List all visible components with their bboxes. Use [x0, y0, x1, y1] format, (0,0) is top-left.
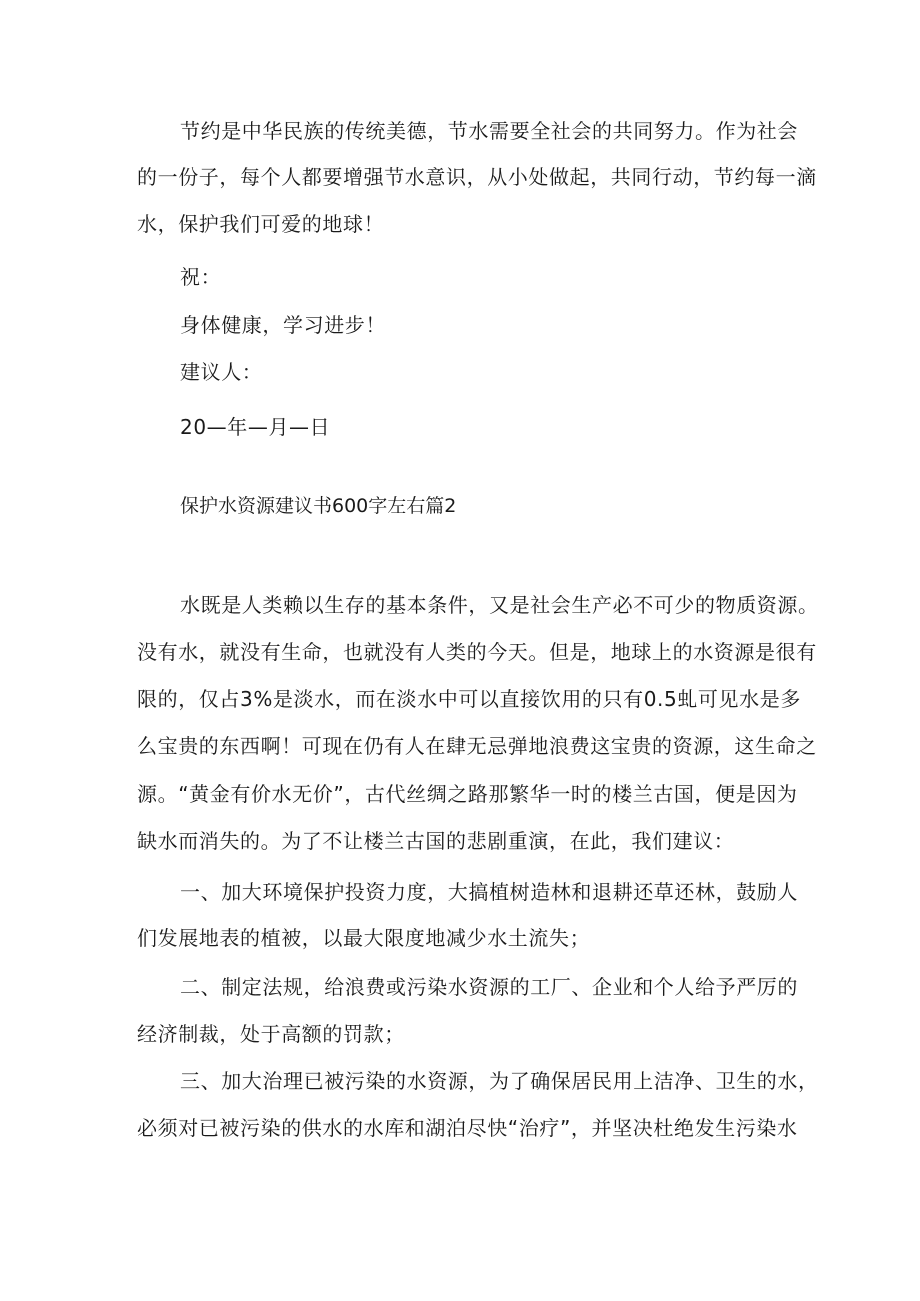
- suggestion-line: 必须对已被污染的供水的水库和湖泊尽快“治疗”，并坚决杜绝发生污染水: [137, 1116, 798, 1140]
- paragraph-line: 水，保护我们可爱的地球！: [137, 212, 385, 236]
- paragraph-line: 的一份子，每个人都要增强节水意识，从小处做起，共同行动，节约每一滴: [137, 165, 817, 189]
- closing-salutation: 祝：: [180, 265, 222, 289]
- suggestion-line: 二、制定法规，给浪费或污染水资源的工厂、企业和个人给予严厉的: [180, 975, 798, 999]
- suggestion-line: 三、加大治理已被污染的水资源，为了确保居民用上洁净、卫生的水，: [180, 1069, 819, 1093]
- suggestion-line: 们发展地表的植被，以最大限度地减少水土流失；: [137, 926, 591, 950]
- closing-wish: 身体健康，学习进步！: [180, 313, 386, 337]
- paragraph-line: 限的，仅占3%是淡水，而在淡水中可以直接饮用的只有0.5虬可见水是多: [137, 687, 801, 711]
- paragraph-line: 么宝贵的东西啊！可现在仍有人在肆无忌弹地浪费这宝贵的资源，这生命之: [137, 734, 817, 758]
- suggestion-line: 一、加大环境保护投资力度，大搞植树造林和退耕还草还林，鼓励人: [180, 880, 798, 904]
- paragraph-line: 源。“黄金有价水无价”，古代丝绸之路那繁华一时的楼兰古国，便是因为: [137, 782, 798, 806]
- paragraph-line: 没有水，就没有生命，也就没有人类的今天。但是，地球上的水资源是很有: [137, 640, 817, 664]
- paragraph-line: 水既是人类赖以生存的基本条件，又是社会生产必不可少的物质资源。: [180, 593, 819, 617]
- paragraph-line: 缺水而消失的。为了不让楼兰古国的悲剧重演，在此，我们建议：: [137, 829, 735, 853]
- suggestion-line: 经济制裁，处于高额的罚款；: [137, 1022, 405, 1046]
- section-title: 保护水资源建议书600字左右篇2: [180, 495, 457, 517]
- signer-label: 建议人：: [180, 360, 263, 384]
- paragraph-line: 节约是中华民族的传统美德，节水需要全社会的共同努力。作为社会: [180, 119, 798, 143]
- date-line: 20—年—月—日: [180, 415, 331, 439]
